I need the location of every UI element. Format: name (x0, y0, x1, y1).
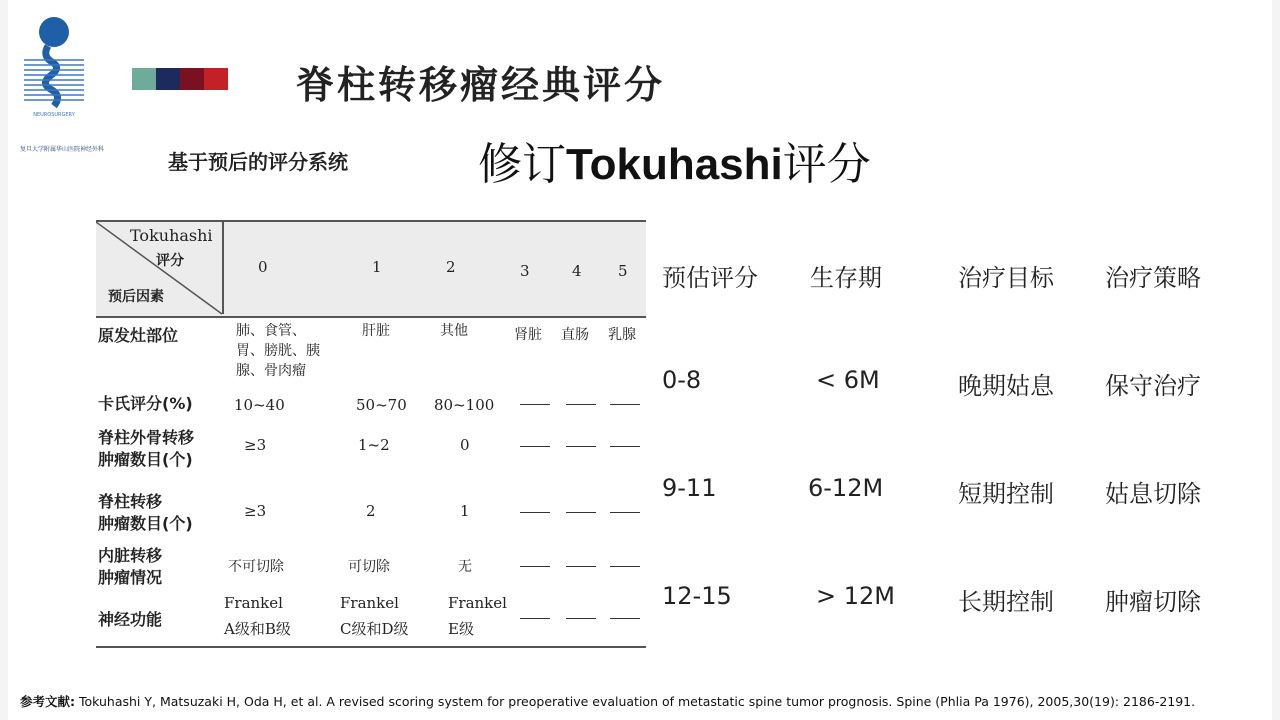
prognosis-header-goal: 治疗目标 (958, 264, 1054, 292)
swatch-maroon (180, 68, 204, 90)
reference (20, 692, 1195, 710)
row-label-primary: 原发灶部位 (98, 326, 179, 345)
row-label-visceral-1: 内脏转移 (98, 546, 163, 565)
prognosis-row2-score: 9-11 (662, 474, 717, 502)
spinal-c3-dash (520, 512, 550, 513)
swatch-red (204, 68, 228, 90)
visceral-c1: 可切除 (348, 559, 390, 575)
spinal-c2: 1 (460, 502, 470, 520)
neuro-c3-dash (520, 618, 550, 619)
subtitle-bold: Tokuhashi (566, 140, 783, 189)
visceral-c3-dash (520, 566, 550, 567)
spinal-c4-dash (566, 512, 596, 513)
prognosis-row3-strategy: 肿瘤切除 (1105, 588, 1201, 616)
kps-c2: 80~100 (434, 396, 495, 414)
kps-c3-dash (520, 404, 550, 405)
neuro-c4-dash (566, 618, 596, 619)
extra-spinal-c3-dash (520, 446, 550, 447)
spinal-c0: ≥3 (244, 502, 267, 520)
visceral-c4-dash (566, 566, 596, 567)
extra-spinal-c0: ≥3 (244, 436, 267, 454)
prognosis-row3-score: 12-15 (662, 582, 732, 610)
prognosis-row2-strategy: 姑息切除 (1105, 480, 1201, 508)
row-label-visceral-2: 肿瘤情况 (98, 568, 163, 587)
primary-c2: 其他 (440, 323, 468, 339)
row-label-extra-spinal-2: 肿瘤数目(个) (98, 450, 193, 469)
primary-c0-line1: 肺、食管、 (236, 323, 306, 339)
visceral-c5-dash (610, 566, 640, 567)
reference-text: Tokuhashi Y, Matsuzaki H, Oda H, et al. A revised scoring system for preoperative evaluation of metastatic spine tumor prognosis. Spine (Phlia Pa 1976), 2005,30(19): 2186-2191. (78, 694, 1196, 709)
extra-spinal-c5-dash (610, 446, 640, 447)
neuro-c1-line2: C级和D级 (340, 620, 409, 638)
primary-c0-line2: 胃、膀胱、胰 (236, 343, 320, 359)
extra-spinal-c4-dash (566, 446, 596, 447)
spinal-c1: 2 (366, 502, 376, 520)
table-bottom-rule (96, 646, 646, 648)
primary-c0-line3: 腺、骨肉瘤 (236, 363, 306, 379)
slide-title: 脊柱转移瘤经典评分 (296, 62, 666, 107)
row-label-spinal-1: 脊柱转移 (98, 492, 163, 511)
row-label-kps: 卡氏评分(%) (98, 394, 193, 413)
spinal-c5-dash (610, 512, 640, 513)
corner-bottom-label: 预后因素 (108, 289, 164, 305)
color-swatches (132, 68, 228, 90)
row-label-spinal-2: 肿瘤数目(个) (98, 514, 193, 533)
subtitle-main (478, 128, 871, 192)
prognosis-row2-survival: 6-12M (808, 474, 884, 502)
score-header-4: 4 (572, 262, 582, 280)
subtitle-prefix: 修订 (478, 139, 566, 190)
svg-text:NEUROSURGERY: NEUROSURGERY (33, 112, 75, 118)
extra-spinal-c2: 0 (460, 436, 470, 454)
score-header-5: 5 (618, 262, 628, 280)
neuro-c0-line2: A级和B级 (224, 620, 291, 638)
swatch-teal (132, 68, 156, 90)
primary-c5: 乳腺 (608, 327, 636, 343)
visceral-c0: 不可切除 (228, 559, 284, 575)
corner-mid-label: 评分 (156, 253, 184, 269)
prognosis-header-strategy: 治疗策略 (1105, 264, 1201, 292)
header-divider (222, 220, 224, 314)
neuro-c2-line1: Frankel (448, 594, 507, 612)
score-header-3: 3 (520, 262, 530, 280)
neuro-c0-line1: Frankel (224, 594, 283, 612)
primary-c3: 肾脏 (514, 327, 542, 343)
neuro-c1-line1: Frankel (340, 594, 399, 612)
swatch-navy (156, 68, 180, 90)
row-label-neuro: 神经功能 (98, 610, 163, 629)
prognosis-row1-score: 0-8 (662, 366, 702, 394)
prognosis-header-survival: 生存期 (810, 264, 882, 292)
visceral-c2: 无 (458, 559, 472, 575)
logo-caption: 复旦大学附属华山医院神经外科 (20, 146, 105, 153)
score-header-0: 0 (258, 258, 268, 276)
subtitle-left: 基于预后的评分系统 (168, 150, 348, 174)
row-label-extra-spinal-1: 脊柱外骨转移 (98, 428, 195, 447)
prognosis-row1-strategy: 保守治疗 (1105, 372, 1201, 400)
prognosis-row3-survival: > 12M (816, 582, 895, 610)
slide (8, 0, 1272, 720)
score-header-2: 2 (446, 258, 456, 276)
primary-c1: 肝脏 (362, 323, 390, 339)
kps-c0: 10~40 (234, 396, 285, 414)
subtitle-suffix: 评分 (782, 139, 871, 190)
corner-top-label: Tokuhashi (130, 226, 213, 245)
prognosis-row2-goal: 短期控制 (958, 480, 1054, 508)
prognosis-header-score: 预估评分 (662, 264, 758, 292)
kps-c4-dash (566, 404, 596, 405)
reference-label: 参考文献: (20, 694, 75, 709)
neuro-c2-line2: E级 (448, 620, 474, 638)
neuro-c5-dash (610, 618, 640, 619)
tokuhashi-table (96, 220, 646, 648)
kps-c1: 50~70 (356, 396, 407, 414)
prognosis-row1-survival: < 6M (816, 366, 880, 394)
score-header-1: 1 (372, 258, 382, 276)
prognosis-row1-goal: 晚期姑息 (958, 372, 1054, 400)
prognosis-row3-goal: 长期控制 (958, 588, 1054, 616)
neurosurgery-logo-icon (18, 16, 90, 121)
primary-c4: 直肠 (561, 327, 589, 343)
extra-spinal-c1: 1~2 (358, 436, 390, 454)
kps-c5-dash (610, 404, 640, 405)
